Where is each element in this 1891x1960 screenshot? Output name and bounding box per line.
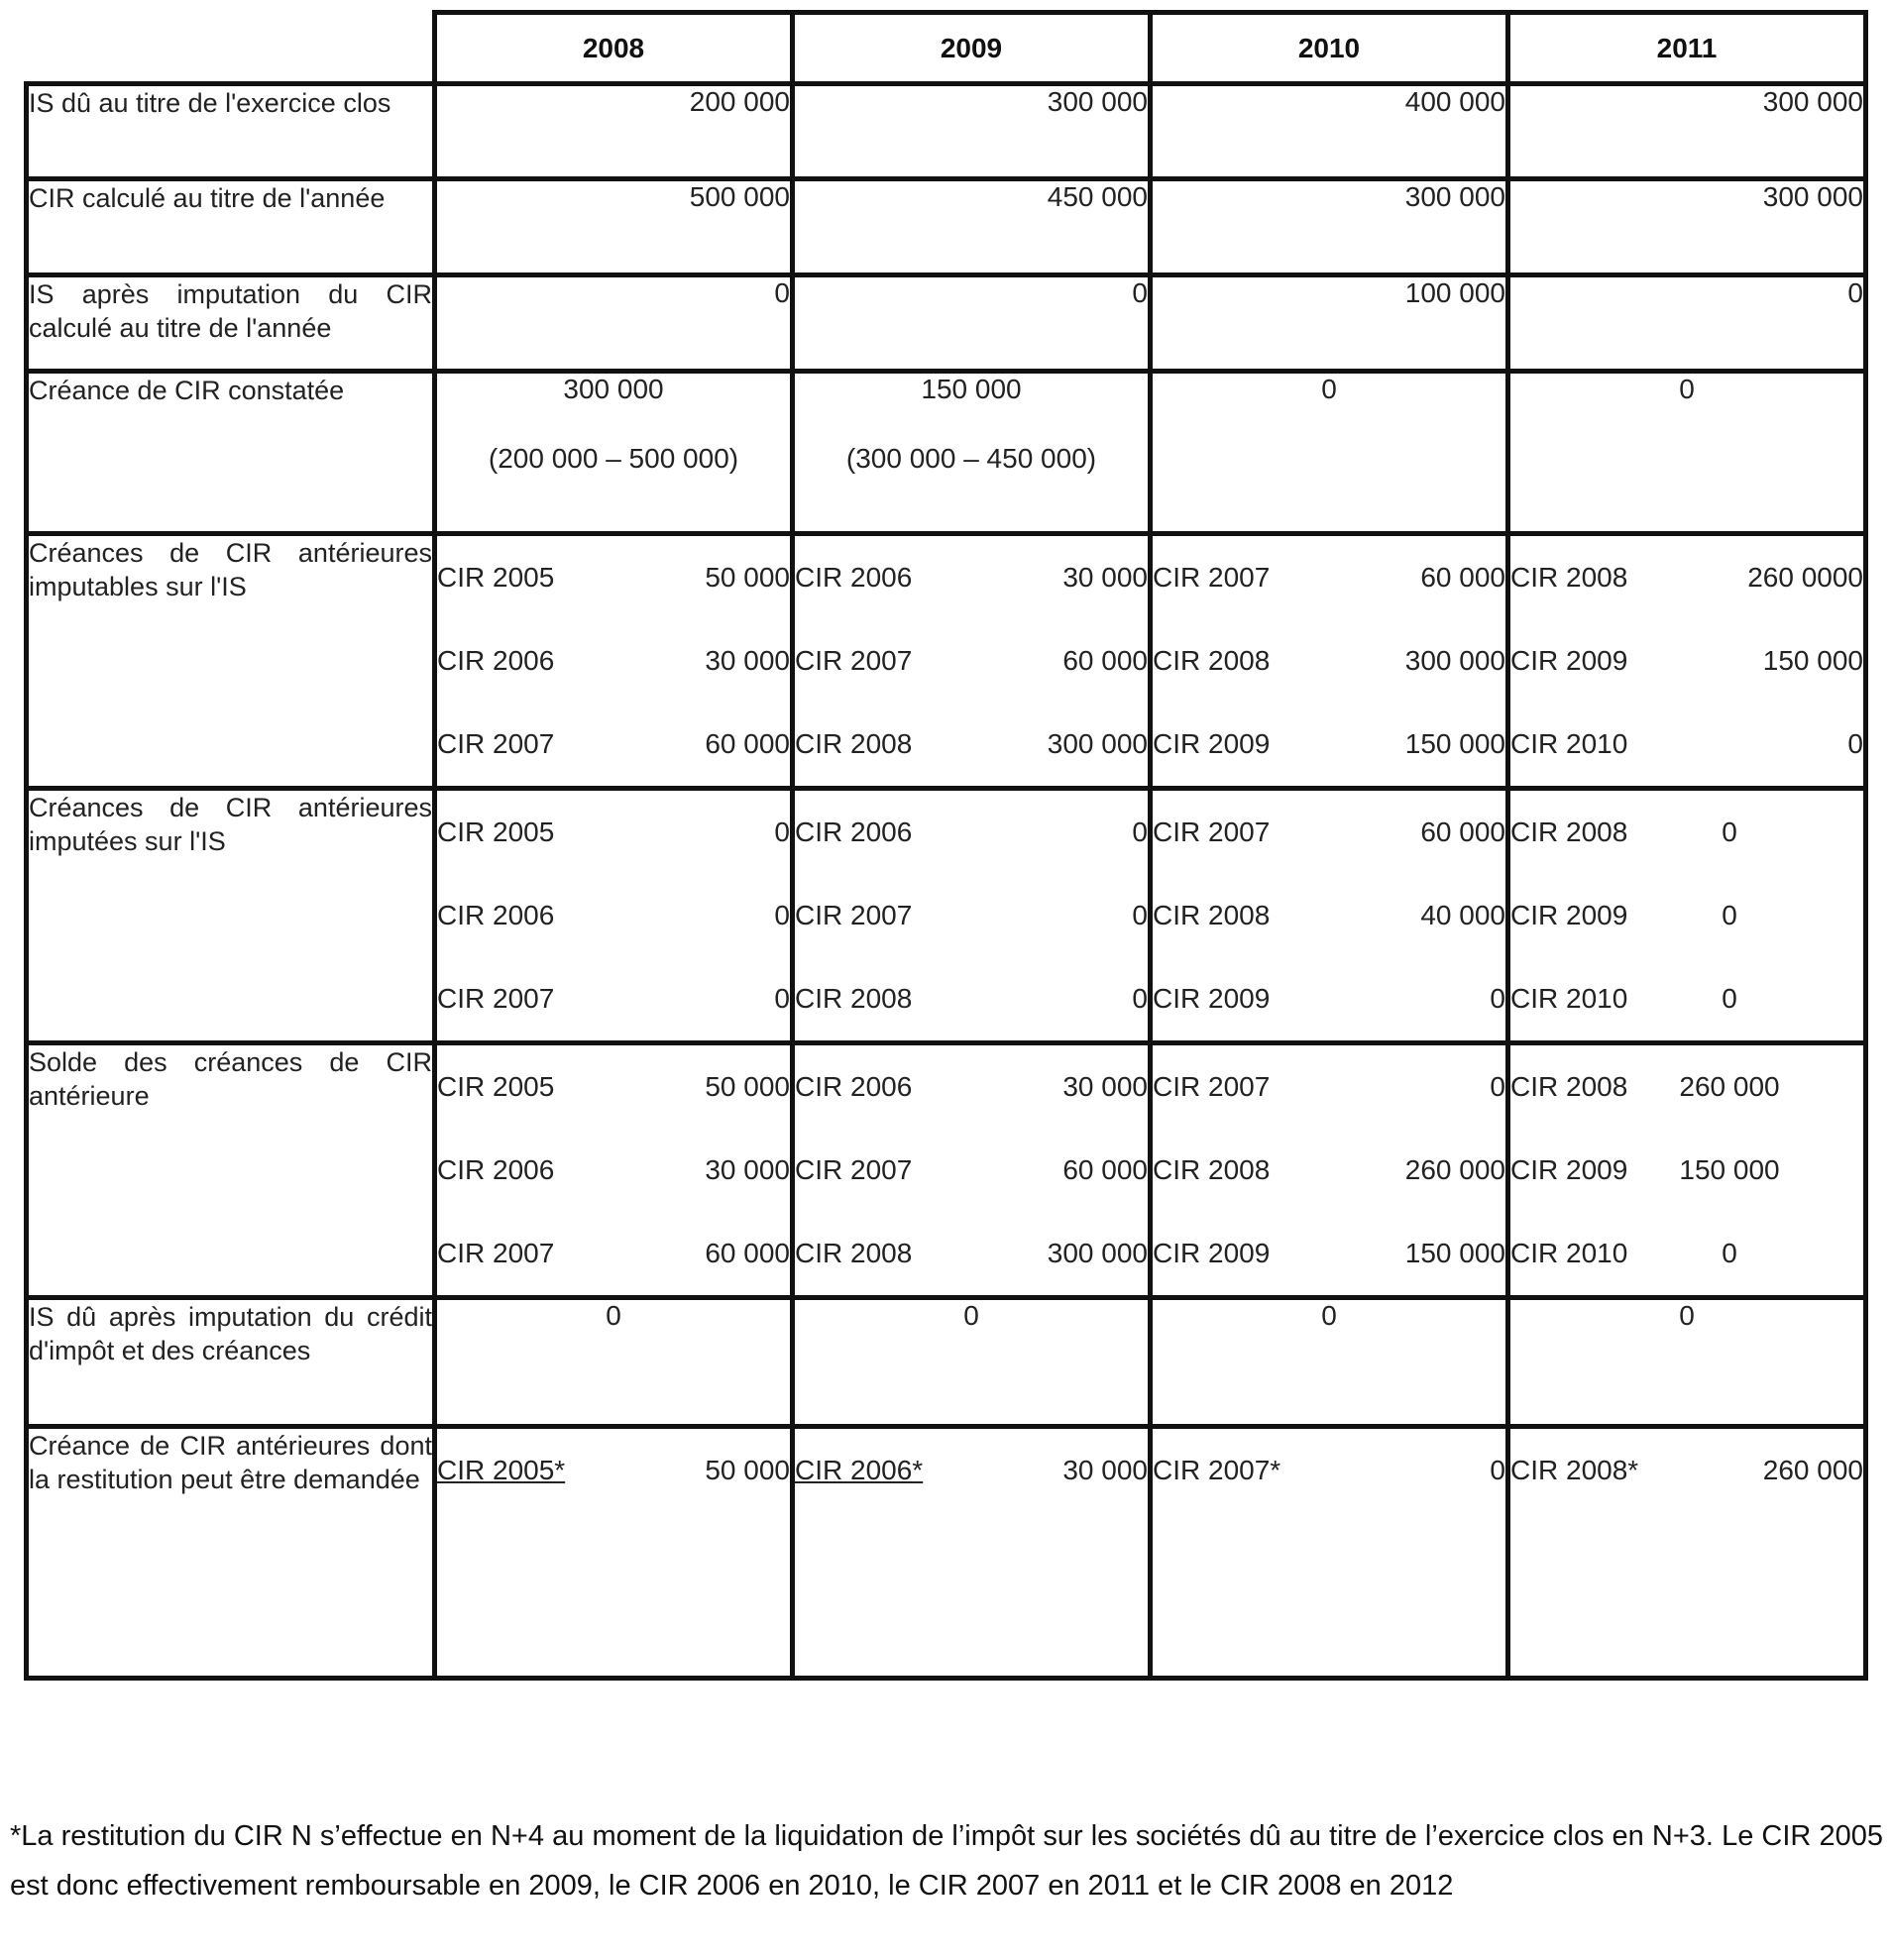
cir-value: 60 000 [1062, 1154, 1148, 1185]
cir-list-cell [1151, 534, 1508, 789]
cir-pair [1510, 619, 1863, 703]
cir-value: 0 [1847, 728, 1863, 759]
cir-name: CIR 2006 [437, 900, 555, 930]
cir-pair [1153, 1045, 1505, 1129]
cir-pair [1510, 791, 1863, 874]
cir-name: CIR 2008 [1510, 817, 1628, 847]
row-label: Créances de CIR antérieures imputées sur l'IS [27, 789, 435, 1043]
value-cell: 0 [435, 1298, 793, 1427]
cir-pair [1510, 957, 1863, 1040]
cir-pair [437, 1212, 790, 1295]
cir-name: CIR 2007* [1153, 1455, 1281, 1485]
cir-name: CIR 2007 [437, 1238, 555, 1268]
value-cell: 200 000 [435, 84, 793, 179]
row-label: IS après imputation du CIR calculé au titre de l'année [27, 275, 435, 372]
cir-name: CIR 2006 [795, 562, 913, 593]
value-cell: 0 [1508, 1298, 1866, 1427]
year-header: 2009 [793, 13, 1151, 84]
cir-pair [437, 957, 790, 1040]
footnote: *La restitution du CIR N s’effectue en N+4 au moment de la liquidation de l’impôt sur les sociétés dû au titre de l’exercice clos en N+3. Le CIR 2005 est donc effectivement remboursable en 2009, le CIR 2006 en 2010, le CIR 2007 en 2011 et le CIR 2008 en 2012 [10, 1820, 1883, 1902]
cir-pair [437, 874, 790, 957]
cir-name: CIR 2009 [1510, 645, 1628, 676]
cir-pair [795, 791, 1148, 874]
cir-name: CIR 2010 [1510, 983, 1628, 1014]
creance-amount: 0 [1321, 374, 1337, 404]
row-label: IS dû au titre de l'exercice clos [27, 84, 435, 179]
cir-name: CIR 2010 [1510, 728, 1628, 759]
cir-pair [795, 957, 1148, 1040]
cir-value: 0 [774, 817, 790, 847]
row-label: Créance de CIR antérieures dont la restitution peut être demandée [27, 1427, 435, 1679]
cir-name: CIR 2007 [795, 1154, 913, 1185]
corner-cell [27, 13, 435, 84]
cir-name: CIR 2005 [437, 1071, 555, 1102]
row-label: Créances de CIR antérieures imputables sur l'IS [27, 534, 435, 789]
row-is-apres-cir [27, 275, 1866, 372]
cir-value: 150 000 [1762, 645, 1863, 676]
cir-value: 30 000 [705, 1154, 790, 1185]
cir-value: 0 [1722, 1238, 1737, 1268]
cir-name: CIR 2009 [1153, 983, 1271, 1014]
cir-name: CIR 2007 [437, 983, 555, 1014]
cir-value: 40 000 [1420, 900, 1505, 930]
value-cell: 0 [793, 1298, 1151, 1427]
cir-list-cell [1508, 1043, 1866, 1298]
row-creance-constatee [27, 372, 1866, 534]
creance-cell [1151, 372, 1508, 534]
row-solde [27, 1043, 1866, 1298]
value-cell: 0 [1508, 275, 1866, 372]
value-cell: 0 [1151, 1298, 1508, 1427]
creance-amount: 0 [1679, 374, 1695, 404]
cir-pair [1153, 1429, 1505, 1512]
cir-pair [1153, 791, 1505, 874]
value-cell: 0 [435, 275, 793, 372]
cir-value: 30 000 [705, 645, 790, 676]
value-cell: 300 000 [1508, 84, 1866, 179]
value-cell: 100 000 [1151, 275, 1508, 372]
cir-value: 150 000 [1679, 1154, 1780, 1185]
cir-name: CIR 2008 [1510, 562, 1628, 593]
row-label: IS dû après imputation du crédit d'impôt et des créances [27, 1298, 435, 1427]
header-row [27, 13, 1866, 84]
cir-pair [1510, 1429, 1863, 1512]
creance-amount: 300 000 [563, 374, 664, 404]
cir-name: CIR 2010 [1510, 1238, 1628, 1268]
cir-name: CIR 2006 [437, 645, 555, 676]
cir-name: CIR 2005 [437, 562, 555, 593]
value-cell: 450 000 [793, 179, 1151, 275]
cir-name: CIR 2008 [795, 983, 913, 1014]
cir-pair [437, 1429, 790, 1512]
cir-list-cell [793, 789, 1151, 1043]
cir-value: 50 000 [705, 1455, 790, 1485]
row-label: CIR calculé au titre de l'année [27, 179, 435, 275]
value-cell: 400 000 [1151, 84, 1508, 179]
cir-pair [437, 1129, 790, 1212]
cir-pair [437, 1045, 790, 1129]
year-header: 2008 [435, 13, 793, 84]
creance-cell [793, 372, 1151, 534]
cir-value: 60 000 [1062, 645, 1148, 676]
cir-value: 260 000 [1762, 1455, 1863, 1485]
cir-list-cell [1151, 1043, 1508, 1298]
row-restitution [27, 1427, 1866, 1679]
restitution-cell [435, 1427, 793, 1679]
cir-pair [795, 874, 1148, 957]
cir-name: CIR 2009 [1153, 728, 1271, 759]
cir-pair [1153, 619, 1505, 703]
cir-value: 150 000 [1404, 1238, 1505, 1268]
cir-value: 0 [1722, 817, 1737, 847]
restitution-cell [1508, 1427, 1866, 1679]
cir-value: 60 000 [705, 1238, 790, 1268]
cir-pair [437, 619, 790, 703]
cir-pair [1153, 703, 1505, 786]
cir-value: 0 [774, 900, 790, 930]
cir-value: 30 000 [1062, 562, 1148, 593]
cir-value: 50 000 [705, 1071, 790, 1102]
row-is-du [27, 84, 1866, 179]
cir-name: CIR 2005 [437, 817, 555, 847]
cir-pair [1510, 874, 1863, 957]
value-cell: 300 000 [1151, 179, 1508, 275]
cir-name: CIR 2006 [437, 1154, 555, 1185]
cir-value: 260 0000 [1747, 562, 1863, 593]
cir-pair [1153, 1212, 1505, 1295]
cir-name: CIR 2007 [437, 728, 555, 759]
cir-pair [437, 536, 790, 619]
cir-value: 0 [1132, 983, 1148, 1014]
cir-pair [1510, 1129, 1863, 1212]
value-cell: 0 [793, 275, 1151, 372]
cir-pair [795, 1129, 1148, 1212]
cir-value: 0 [1490, 1071, 1505, 1102]
cir-value: 50 000 [705, 562, 790, 593]
value-cell: 300 000 [1508, 179, 1866, 275]
cir-list-cell [793, 534, 1151, 789]
creance-detail: (200 000 – 500 000) [488, 443, 739, 474]
creance-amount: 150 000 [921, 374, 1022, 404]
cir-pair [437, 791, 790, 874]
creance-detail: (300 000 – 450 000) [845, 443, 1097, 474]
cir-name: CIR 2009 [1510, 1154, 1628, 1185]
year-header: 2011 [1508, 13, 1866, 84]
restitution-cell [1151, 1427, 1508, 1679]
cir-value: 300 000 [1047, 728, 1148, 759]
row-cir-calcule [27, 179, 1866, 275]
cir-name: CIR 2006* [795, 1455, 924, 1485]
cir-pair [1153, 1129, 1505, 1212]
cir-table [24, 10, 1868, 1681]
cir-list-cell [1508, 534, 1866, 789]
cir-list-cell [1508, 789, 1866, 1043]
cir-value: 60 000 [1420, 817, 1505, 847]
cir-pair [1153, 874, 1505, 957]
cir-name: CIR 2005* [437, 1455, 566, 1485]
cir-pair [795, 536, 1148, 619]
value-cell: 300 000 [793, 84, 1151, 179]
cir-value: 260 000 [1404, 1154, 1505, 1185]
cir-name: CIR 2009 [1510, 900, 1628, 930]
cir-pair [795, 1212, 1148, 1295]
cir-pair [1510, 536, 1863, 619]
cir-value: 0 [1132, 817, 1148, 847]
cir-value: 30 000 [1062, 1071, 1148, 1102]
row-imputees [27, 789, 1866, 1043]
cir-value: 150 000 [1404, 728, 1505, 759]
cir-pair [1510, 1045, 1863, 1129]
cir-name: CIR 2007 [1153, 1071, 1271, 1102]
cir-value: 0 [1132, 900, 1148, 930]
row-is-final [27, 1298, 1866, 1427]
cir-value: 0 [1722, 983, 1737, 1014]
cir-list-cell [435, 1043, 793, 1298]
cir-name: CIR 2007 [1153, 562, 1271, 593]
cir-name: CIR 2007 [795, 900, 913, 930]
cir-value: 0 [1490, 1455, 1505, 1485]
cir-name: CIR 2006 [795, 817, 913, 847]
cir-name: CIR 2008 [795, 728, 913, 759]
cir-list-cell [435, 534, 793, 789]
cir-pair [1153, 957, 1505, 1040]
cir-value: 260 000 [1679, 1071, 1780, 1102]
year-header: 2010 [1151, 13, 1508, 84]
cir-name: CIR 2008 [1510, 1071, 1628, 1102]
cir-list-cell [1151, 789, 1508, 1043]
cir-pair [795, 1429, 1148, 1512]
cir-name: CIR 2008 [795, 1238, 913, 1268]
cir-pair [1510, 1212, 1863, 1295]
cir-pair [1510, 703, 1863, 786]
cir-name: CIR 2008 [1153, 1154, 1271, 1185]
cir-list-cell [435, 789, 793, 1043]
value-cell: 500 000 [435, 179, 793, 275]
cir-name: CIR 2009 [1153, 1238, 1271, 1268]
cir-pair [437, 703, 790, 786]
cir-value: 60 000 [705, 728, 790, 759]
cir-value: 0 [774, 983, 790, 1014]
cir-value: 300 000 [1047, 1238, 1148, 1268]
creance-cell [1508, 372, 1866, 534]
cir-value: 60 000 [1420, 562, 1505, 593]
row-imputables [27, 534, 1866, 789]
cir-pair [795, 703, 1148, 786]
cir-name: CIR 2006 [795, 1071, 913, 1102]
cir-pair [795, 1045, 1148, 1129]
cir-name: CIR 2008 [1153, 900, 1271, 930]
creance-cell [435, 372, 793, 534]
row-label: Créance de CIR constatée [27, 372, 435, 534]
cir-value: 300 000 [1404, 645, 1505, 676]
cir-value: 30 000 [1062, 1455, 1148, 1485]
cir-value: 0 [1490, 983, 1505, 1014]
cir-name: CIR 2008* [1510, 1455, 1639, 1485]
cir-value: 0 [1722, 900, 1737, 930]
cir-list-cell [793, 1043, 1151, 1298]
row-label: Solde des créances de CIR antérieure [27, 1043, 435, 1298]
cir-name: CIR 2007 [795, 645, 913, 676]
cir-name: CIR 2008 [1153, 645, 1271, 676]
cir-name: CIR 2007 [1153, 817, 1271, 847]
restitution-cell [793, 1427, 1151, 1679]
cir-pair [795, 619, 1148, 703]
cir-pair [1153, 536, 1505, 619]
